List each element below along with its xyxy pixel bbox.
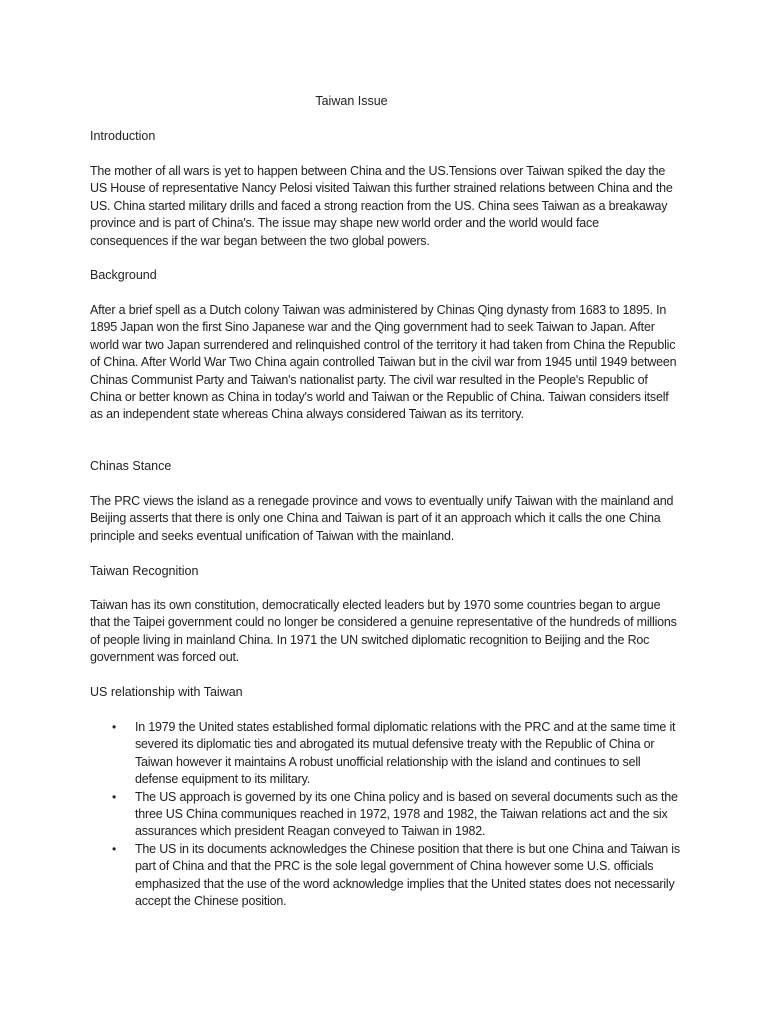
section-heading-introduction: Introduction [90, 129, 156, 143]
bullet-text: The US in its documents acknowledges the Chinese position that there is but one China and Taiwan is part of China and that the PRC is the sole legal government of China however some U.S. officials emphasized that the use of the word acknowledge implies that the United states does not necessarily accept the Chinese position. [135, 841, 680, 909]
background-paragraph: After a brief spell as a Dutch colony Taiwan was administered by Chinas Qing dynasty from 1683 to 1895. In 1895 Japan won the first Sino Japanese war and the Qing government had to seek Taiwan to Japan. After world war two Japan surrendered and relinquished control of the territory it had taken from China the Republic of China. After World War Two China again controlled Taiwan but in the civil war from 1945 until 1949 between Chinas Communist Party and Taiwan's nationalist party. The civil war resulted in the People's Republic of China or better known as China in today's world and Taiwan or the Republic of China. Taiwan considers itself as an independent state whereas China always considered Taiwan as its territory. [90, 303, 677, 422]
taiwan-recognition-paragraph: Taiwan has its own constitution, democratically elected leaders but by 1970 some countries began to argue that the Taipei government could no longer be considered a genuine representative of the hundreds of millions of people living in mainland China. In 1971 the UN switched diplomatic recognition to Beijing and the Roc government was forced out. [90, 598, 677, 665]
us-relationship-bullet-list [90, 719, 680, 910]
bullet-dot-icon: • [112, 720, 117, 734]
bullet-text: The US approach is governed by its one China policy and is based on several documents such as the three US China communiques reached in 1972, 1978 and 1982, the Taiwan relations act and the six assurances which president Reagan conveyed to Taiwan in 1982. [135, 789, 678, 839]
bullet-dot-icon: • [112, 841, 117, 856]
document-title: Taiwan Issue [315, 94, 388, 108]
bullet-item [90, 841, 680, 911]
section-heading-us-relationship: US relationship with Taiwan [90, 685, 243, 699]
section-heading-chinas-stance: Chinas Stance [90, 459, 172, 473]
bullet-item [90, 719, 680, 789]
section-heading-background: Background [90, 268, 157, 282]
bullet-item [90, 789, 680, 841]
bullet-dot-icon: • [112, 789, 117, 804]
bullet-text: In 1979 the United states established formal diplomatic relations with the PRC and at the same time it severed its diplomatic ties and abrogated its mutual defensive treaty with the Republic of China or Taiwan however it maintains A robust unofficial relationship with the island and continues to sell defense equipment to its military. [135, 720, 676, 787]
chinas-stance-paragraph: The PRC views the island as a renegade province and vows to eventually unify Taiwan with the mainland and Beijing asserts that there is only one China and Taiwan is part of it an approach which it calls the one China principle and seeks eventual unification of Taiwan with the mainland. [90, 494, 674, 543]
introduction-paragraph: The mother of all wars is yet to happen between China and the US.Tensions over Taiwan spiked the day the US House of representative Nancy Pelosi visited Taiwan this further strained relations between China and the US. China started military drills and faced a strong reaction from the US. China sees Taiwan as a breakaway province and is part of China's. The issue may shape new world order and the world would face consequences if the war began between the two global powers. [90, 164, 673, 248]
section-heading-taiwan-recognition: Taiwan Recognition [90, 564, 199, 578]
